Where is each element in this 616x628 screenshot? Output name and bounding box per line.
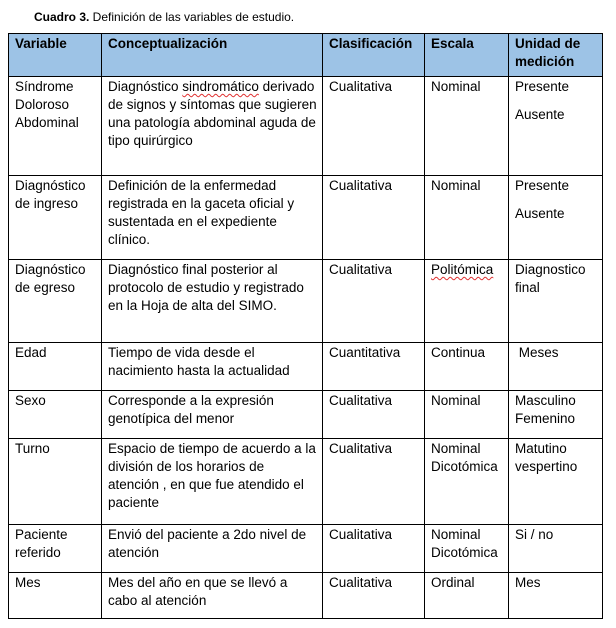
unit-value: Masculino: [515, 393, 576, 408]
cell-variable: Diagnóstico de ingreso: [9, 176, 102, 260]
table-row: [9, 391, 603, 439]
table-row: [9, 439, 603, 525]
cell-escala: Nominal: [425, 176, 509, 260]
cell-escala: Ordinal: [425, 573, 509, 619]
cell-unidad: [509, 439, 603, 525]
cell-escala: Continua: [425, 343, 509, 391]
cell-variable: Mes: [9, 573, 102, 619]
unit-value: Femenino: [515, 411, 576, 426]
cell-escala: Nominal: [425, 391, 509, 439]
concept-text: Diagnóstico: [108, 79, 183, 94]
unit-value: Presente: [515, 79, 570, 94]
cell-unidad: Meses: [509, 343, 603, 391]
concept-text: derivado de signos y síntomas que sugieren una patología abdominal aguda de tipo quirúrgico: [108, 79, 317, 148]
cell-variable: Edad: [9, 343, 102, 391]
table-row: [9, 343, 603, 391]
cell-conceptualizacion: Corresponde a la expresión genotípica del menor: [102, 391, 323, 439]
cell-conceptualizacion: Envió del paciente a 2do nivel de atención: [102, 525, 323, 573]
cell-clasificacion: Cuantitativa: [323, 343, 425, 391]
header-variable: Variable: [9, 34, 102, 77]
table-row: [9, 176, 603, 260]
cell-variable: Sexo: [9, 391, 102, 439]
cell-clasificacion: Cualitativa: [323, 525, 425, 573]
cell-escala: [425, 260, 509, 343]
scale-value: Dicotómica: [431, 459, 498, 474]
cell-escala: Nominal: [425, 77, 509, 176]
cell-unidad: Si / no: [509, 525, 603, 573]
cell-clasificacion: Cualitativa: [323, 77, 425, 176]
unit-value: Matutino: [515, 441, 567, 456]
cell-unidad: [509, 77, 603, 176]
header-clasificacion: Clasificación: [323, 34, 425, 77]
table-row: [9, 77, 603, 176]
caption-text: Definición de las variables de estudio.: [89, 10, 295, 24]
cell-clasificacion: Cualitativa: [323, 176, 425, 260]
cell-unidad: Mes: [509, 573, 603, 619]
cell-conceptualizacion: Mes del año en que se llevó a cabo al atención: [102, 573, 323, 619]
unit-value: Presente: [515, 178, 570, 193]
scale-value: Nominal: [431, 441, 481, 456]
cell-conceptualizacion: Diagnóstico final posterior al protocolo de estudio y registrado en la Hoja de alta del SIMO.: [102, 260, 323, 343]
table-row: [9, 573, 603, 619]
cell-clasificacion: Cualitativa: [323, 573, 425, 619]
cell-variable: Diagnóstico de egreso: [9, 260, 102, 343]
spellcheck-flagged-word: sindromático: [182, 79, 259, 94]
cell-conceptualizacion: [102, 77, 323, 176]
header-conceptualizacion: Conceptualización: [102, 34, 323, 77]
header-unidad: Unidad de medición: [509, 34, 603, 77]
cell-variable: Turno: [9, 439, 102, 525]
unit-value: Ausente: [515, 206, 565, 221]
cell-variable: Paciente referido: [9, 525, 102, 573]
cell-unidad: [509, 176, 603, 260]
cell-conceptualizacion: Tiempo de vida desde el nacimiento hasta la actualidad: [102, 343, 323, 391]
cell-clasificacion: Cualitativa: [323, 260, 425, 343]
cell-variable: Síndrome Doloroso Abdominal: [9, 77, 102, 176]
cell-clasificacion: Cualitativa: [323, 391, 425, 439]
table-row: [9, 260, 603, 343]
scale-value: Dicotómica: [431, 545, 498, 560]
variables-table: [8, 33, 603, 619]
cell-conceptualizacion: Definición de la enfermedad registrada en la gaceta oficial y sustentada en el expediente clínico.: [102, 176, 323, 260]
spellcheck-flagged-word: Politómica: [431, 262, 494, 277]
scale-value: Nominal: [431, 527, 481, 542]
cell-escala: [425, 439, 509, 525]
caption-label: Cuadro 3.: [34, 10, 90, 24]
header-escala: Escala: [425, 34, 509, 77]
unit-value: Ausente: [515, 107, 565, 122]
table-row: [9, 525, 603, 573]
cell-clasificacion: Cualitativa: [323, 439, 425, 525]
unit-value: vespertino: [515, 459, 578, 474]
cell-unidad: [509, 391, 603, 439]
table-caption: [34, 9, 294, 25]
table-header-row: [9, 34, 603, 77]
cell-escala: [425, 525, 509, 573]
cell-unidad: Diagnostico final: [509, 260, 603, 343]
cell-conceptualizacion: Espacio de tiempo de acuerdo a la división de los horarios de atención , en que fue atendido el paciente: [102, 439, 323, 525]
